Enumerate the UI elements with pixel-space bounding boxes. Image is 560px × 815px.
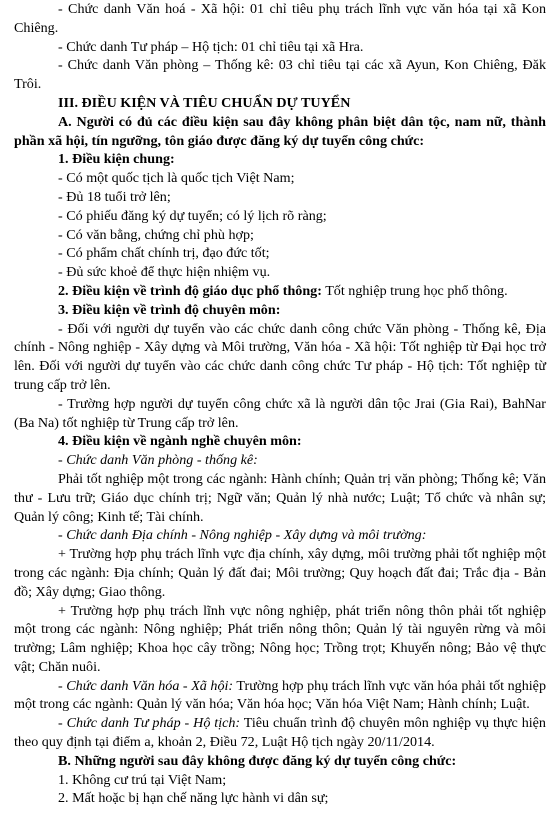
tu-phap-heading: - Chức danh Tư pháp - Hộ tịch: (58, 715, 241, 732)
cond3-heading: 3. Điều kiện về trình độ chuyên môn: (58, 301, 281, 318)
cond1-item: - Có phiếu đăng ký dự tuyển; có lý lịch rõ ràng; (58, 207, 327, 224)
cond1-item: - Đủ 18 tuổi trở lên; (58, 188, 171, 205)
part-b-item: 1. Không cư trú tại Việt Nam; (58, 771, 227, 788)
cond4-heading: 4. Điều kiện về ngành nghề chuyên môn: (58, 433, 302, 450)
dia-chinh-paragraph-2: + Trường hợp phụ trách lĩnh vực nông nghiệp, phát triển nông thôn phải tốt nghiệp một trong các ngành: Nông nghiệp; Phát triển nông thôn; Quản lý tài nguyên rừng và môi trường; Lâm nghiệp; Khoa học cây trồng; Nông học; Trồng trọt; Khuyến nông; Bảo vệ thực vật; Chăn nuôi. (14, 602, 546, 675)
cond1-item: - Có phẩm chất chính trị, đạo đức tốt; (58, 245, 270, 262)
van-phong-heading: - Chức danh Văn phòng - thống kê: (58, 452, 258, 469)
cond3-paragraph-2: - Trường hợp người dự tuyển công chức xã là người dân tộc Jrai (Gia Rai), BahNar (Ba Na) tốt nghiệp từ Trung cấp trở lên. (14, 395, 546, 431)
section-3-heading: III. ĐIỀU KIỆN VÀ TIÊU CHUẨN DỰ TUYỂN (58, 94, 351, 111)
tu-phap-paragraph (0, 714, 560, 752)
part-b-heading: B. Những người sau đây không được đăng ký dự tuyển công chức: (58, 752, 457, 769)
van-phong-text: Phải tốt nghiệp một trong các ngành: Hành chính; Quản trị văn phòng; Thống kê; Văn thư - Lưu trữ; Giáo dục chính trị; Ngữ văn; Quản lý nhà nước; Luật; Tổ chức và nhân sự; Quản lý công; Kinh tế; Tài chính. (14, 470, 546, 525)
cond1-heading: 1. Điều kiện chung: (58, 151, 175, 168)
cond2-heading: 2. Điều kiện về trình độ giáo dục phổ thông: (58, 282, 322, 299)
cond2-text: Tốt nghiệp trung học phổ thông. (321, 282, 508, 299)
van-hoa-paragraph (0, 677, 560, 715)
dia-chinh-paragraph-1: + Trường hợp phụ trách lĩnh vực địa chính, xây dựng, môi trường phải tốt nghiệp một trong các ngành: Địa chính; Quản lý đất đai; Môi trường; Quy hoạch đất đai; Trắc địa - Bản đồ; Xây dựng; Giao thông. (14, 546, 546, 600)
top-item-tu-phap: - Chức danh Tư pháp – Hộ tịch: 01 chỉ tiêu tại xã Hra. (58, 38, 364, 55)
part-a-heading: A. Người có đủ các điều kiện sau đây không phân biệt dân tộc, nam nữ, thành phần xã hội, tín ngưỡng, tôn giáo được đăng ký dự tuyển công chức: (14, 113, 546, 149)
cond1-item: - Có văn bằng, chứng chỉ phù hợp; (58, 226, 254, 243)
cond3-paragraph-1: - Đối với người dự tuyển vào các chức danh công chức Văn phòng - Thống kê, Địa chính - Nông nghiệp - Xây dựng và Môi trường, Văn hóa - Xã hội: Tốt nghiệp từ Đại học trở lên. Đối với người dự tuyển vào các chức danh công chức Tư pháp - Hộ tịch: Tốt nghiệp từ trung cấp trở lên. (14, 320, 546, 393)
van-hoa-heading: - Chức danh Văn hóa - Xã hội: (58, 677, 234, 694)
cond1-item: - Đủ sức khoẻ để thực hiện nhiệm vụ. (58, 264, 271, 281)
van-hoa-text: Trường hợp phụ trách lĩnh vực văn hóa phải tốt nghiệp một trong các ngành: Quản lý văn hóa; Văn hóa học; Văn hóa Việt Nam; Hành chính; Luật. (14, 677, 546, 713)
top-item-van-hoa: - Chức danh Văn hoá - Xã hội: 01 chỉ tiêu phụ trách lĩnh vực văn hóa tại xã Kon Chiêng. (14, 1, 546, 36)
part-b-item: 2. Mất hoặc bị hạn chế năng lực hành vi dân sự; (58, 790, 329, 807)
dia-chinh-heading: - Chức danh Địa chính - Nông nghiệp - Xây dựng và môi trường: (58, 527, 427, 544)
cond2-paragraph (0, 282, 560, 301)
top-item-van-phong: - Chức danh Văn phòng – Thống kê: 03 chỉ tiêu tại các xã Ayun, Kon Chiêng, Đăk Trôi. (14, 57, 546, 93)
tu-phap-text: Tiêu chuẩn trình độ chuyên môn nghiệp vụ thực hiện theo quy định tại điểm a, khoản 2, Điều 72, Luật Hộ tịch ngày 20/11/2014. (14, 715, 546, 751)
cond1-item: - Có một quốc tịch là quốc tịch Việt Nam; (58, 170, 295, 187)
